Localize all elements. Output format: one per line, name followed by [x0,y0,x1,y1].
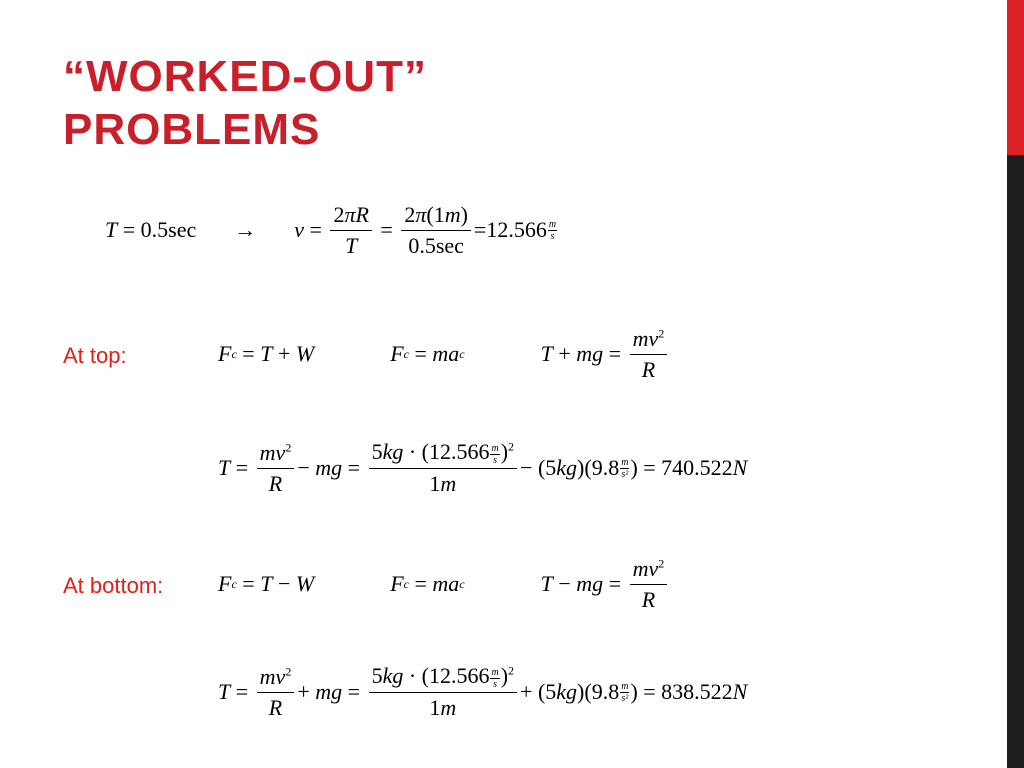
speed-equation: T = 0.5 sec → v = $\frac{2\pi R}{T}$ = $\frac{2\pi(1m)}{0.5\sec}$ = 12.566 m s [105,201,557,258]
title-line-2: PROBLEMS [63,105,321,154]
fraction: $\frac{mv^2}{R}$ [257,440,295,497]
unit-m-per-s: m s [548,218,557,242]
fraction: 5kg · (12.566 $\frac{m}{s}$ )$^2$ 1m [369,663,517,720]
fraction: $\frac{mv^2}{R}$ [630,556,668,613]
title-line-1: “WORKED-OUT” [63,52,427,101]
top-tension-equation: T = $\frac{mv^2}{R}$ − mg = 5kg · (12.566 $\frac{m}{s}$ )$^2$ 1m − ( 5 kg )( 9.8 m s² ) = 740.522 N [218,439,748,496]
top-force-equations: F c = T + W F c = ma c T + mg = $\frac{mv^2}{R}$ [218,314,670,394]
period-value: 0.5 [140,217,169,242]
label-at-top: At top: [63,343,127,368]
fraction: $\frac{mv^2}{R}$ [257,664,295,721]
fraction: $\frac{2\pi R}{T}$ [330,202,371,259]
fraction: $\frac{2\pi(1m)}{0.5\sec}$ [401,202,471,259]
top-result: 740.522 [661,455,733,480]
fraction: $\frac{mv^2}{R}$ [630,326,668,383]
speed-value: 12.566 [486,217,547,242]
side-accent-bar [1007,0,1024,155]
slide-title [63,50,427,156]
fraction: 5kg · (12.566 $\frac{m}{s}$ )$^2$ 1m [369,439,517,496]
side-dark-bar [1007,155,1024,768]
bottom-result: 838.522 [661,679,733,704]
bottom-tension-equation: T = $\frac{mv^2}{R}$ + mg = 5kg · (12.566 $\frac{m}{s}$ )$^2$ 1m + ( 5 kg )( 9.8 m s² ) = 838.522 N [218,663,748,720]
bottom-force-equations: F c = T − W F c = ma c T − mg = $\frac{mv^2}{R}$ [218,544,670,624]
label-at-bottom: At bottom: [63,573,164,598]
